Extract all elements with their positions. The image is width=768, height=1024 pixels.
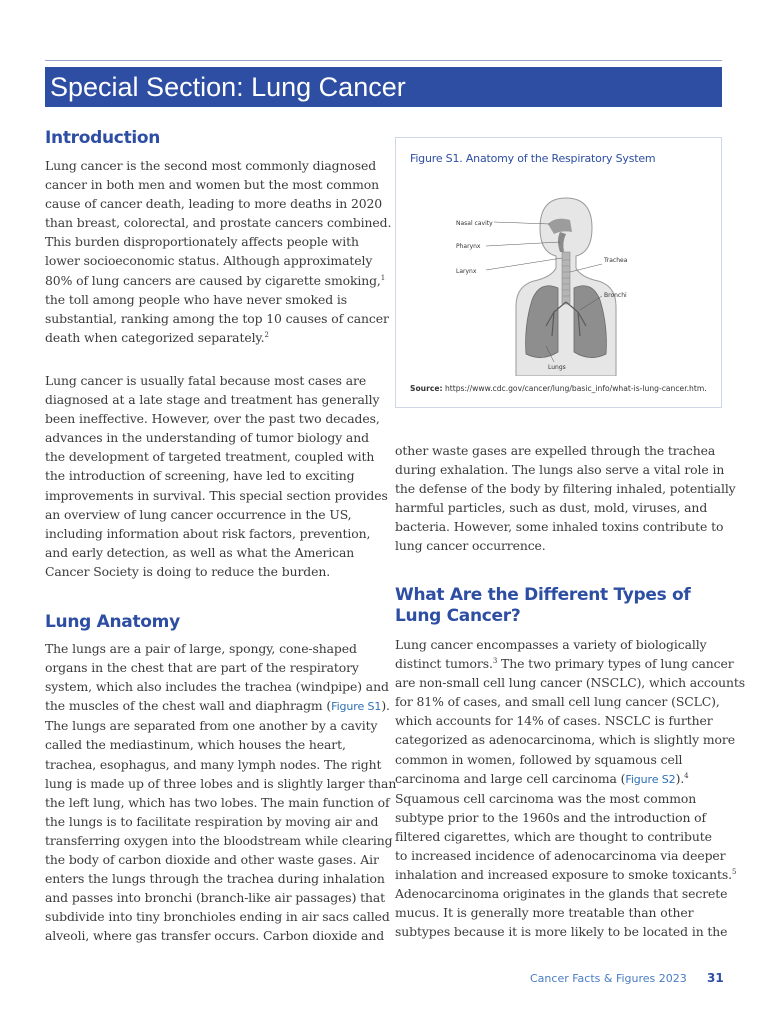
text-line: subtypes because it is more likely to be located in the [395, 924, 728, 940]
text-line: including information about risk factors, prevention, [45, 525, 371, 541]
text-segment: death when categorized separately. [45, 329, 265, 345]
text-line: been ineffective. However, over the past two decades, [45, 411, 380, 427]
text-line: the development of targeted treatment, coupled with [45, 449, 375, 465]
text-line: the toll among people who have never smoked is [45, 291, 348, 307]
intro-paragraph-2 [45, 371, 388, 581]
text-line: cancer in both men and women but the most common [45, 177, 380, 193]
text-line: Lung cancer is usually fatal because most cases are [45, 373, 367, 388]
text-line: and passes into bronchi (branch-like air passages) that [45, 890, 386, 906]
text-line: than breast, colorectal, and prostate cancers combined. [45, 215, 392, 231]
text-segment: The two primary types of lung cancer [497, 656, 734, 672]
text-segment: inhalation and increased exposure to smoke toxicants. [395, 867, 732, 883]
figure-s2-link[interactable]: Figure S2 [625, 772, 676, 786]
text-line: harmful particles, such as dust, mold, viruses, and [395, 500, 708, 516]
page-number: 31 [707, 971, 724, 985]
figure-s1-link[interactable]: Figure S1 [331, 700, 382, 714]
text-segment: the muscles of the chest wall and diaphragm ( [45, 698, 332, 714]
text-line [395, 769, 745, 789]
footnote-ref[interactable]: 4 [684, 771, 689, 780]
text-line: which accounts for 14% of cases. NSCLC is further [395, 713, 713, 729]
text-line: are non-small cell lung cancer (NSCLC), which accounts [395, 675, 746, 691]
figure-source [410, 384, 707, 393]
footnote-ref[interactable]: 2 [264, 330, 269, 339]
label-larynx: Larynx [456, 268, 477, 275]
text-line: Lung cancer encompasses a variety of biologically [395, 637, 707, 652]
text-line: trachea, esophagus, and many lymph nodes. The right [45, 756, 382, 772]
text-line: the introduction of screening, have led to exciting [45, 468, 355, 484]
figure-title: Figure S1. Anatomy of the Respiratory System [410, 152, 656, 165]
text-line: Squamous cell carcinoma was the most common [395, 790, 697, 806]
label-nasal-cavity: Nasal cavity [456, 220, 493, 227]
heading-line: What Are the Different Types of [395, 585, 691, 605]
footnote-ref[interactable]: 1 [380, 273, 386, 282]
text-line: the body of carbon dioxide and other waste gases. Air [45, 852, 379, 868]
text-segment: ). [675, 770, 685, 786]
text-line: This burden disproportionately affects people with [45, 234, 359, 250]
footnote-ref[interactable]: 5 [731, 868, 737, 876]
text-line: to increased incidence of adenocarcinoma via deeper [395, 848, 726, 864]
text-line: transferring oxygen into the bloodstream while clearing [45, 832, 393, 848]
text-line: lung is made up of three lobes and is slightly larger than [45, 775, 397, 791]
text-line: common in women, followed by squamous cell [395, 751, 683, 767]
text-line: called the mediastinum, which houses the heart, [45, 737, 346, 753]
label-lungs: Lungs [548, 364, 566, 371]
text-segment: distinct tumors. [395, 656, 493, 672]
text-line: during exhalation. The lungs also serve a vital role in [395, 462, 725, 478]
text-segment: ). [381, 698, 390, 714]
lung-anatomy-continued [395, 441, 736, 556]
top-rule [45, 60, 722, 61]
label-trachea: Trachea [604, 257, 628, 264]
source-label: Source: [410, 384, 443, 393]
types-paragraph [395, 635, 745, 942]
text-line: categorized as adenocarcinoma, which is slightly more [395, 732, 735, 748]
label-pharynx: Pharynx [456, 243, 481, 250]
text-line: Adenocarcinoma originates in the glands that secrete [395, 886, 728, 902]
heading-line: Lung Cancer? [395, 606, 521, 626]
text-line: other waste gases are expelled through the trachea [395, 443, 716, 458]
text-line: advances in the understanding of tumor biology and [45, 430, 369, 446]
section-title: Special Section: Lung Cancer [50, 72, 406, 102]
text-line [395, 654, 745, 673]
types-heading [395, 585, 691, 627]
footnote-ref[interactable]: 3 [492, 656, 498, 665]
text-line: an overview of lung cancer occurrence in the US, [45, 506, 352, 522]
source-url[interactable]: https://www.cdc.gov/cancer/lung/basic_info/what-is-lung-cancer.htm. [444, 384, 707, 393]
text-segment: carcinoma and large cell carcinoma ( [395, 770, 626, 786]
lung-anatomy-heading: Lung Anatomy [45, 612, 180, 632]
text-line: subtype prior to the 1960s and the introduction of [395, 809, 707, 825]
text-line: cause of cancer death, leading to more deaths in 2020 [45, 196, 383, 212]
intro-paragraph-1 [45, 156, 391, 347]
text-line: bacteria. However, some inhaled toxins contribute to [395, 519, 724, 535]
text-line: Cancer Society is doing to reduce the burden. [45, 563, 331, 579]
text-line: subdivide into tiny bronchioles ending in air sacs called [45, 909, 390, 925]
figure-s1 [395, 137, 722, 408]
text-line: the left lung, which has two lobes. The main function of [45, 794, 390, 810]
text-line: lower socioeconomic status. Although approximately [45, 253, 373, 269]
text-line: improvements in survival. This special section provides [45, 487, 388, 503]
text-line: lung cancer occurrence. [395, 538, 546, 554]
label-bronchi: Bronchi [604, 292, 627, 299]
text-line: the defense of the body by filtering inhaled, potentially [395, 481, 736, 497]
lung-anatomy-paragraph [45, 639, 396, 946]
text-line: The lungs are separated from one another by a cavity [45, 718, 378, 734]
text-segment: 80% of lung cancers are caused by cigarette smoking, [45, 272, 381, 288]
introduction-heading: Introduction [45, 128, 161, 148]
text-line: the lungs is to facilitate respiration by moving air and [45, 813, 379, 829]
text-line: alveoli, where gas transfer occurs. Carbon dioxide and [45, 928, 385, 944]
text-line [45, 696, 396, 716]
respiratory-system-illustration [456, 176, 666, 376]
text-line: enters the lungs through the trachea during inhalation [45, 871, 385, 887]
text-line [45, 328, 391, 347]
text-line: system, which also includes the trachea (windpipe) and [45, 679, 389, 695]
text-line: filtered cigarettes, which are thought to contribute [395, 828, 712, 844]
text-line: for 81% of cases, and small cell lung cancer (SCLC), [395, 694, 720, 710]
text-line: The lungs are a pair of large, spongy, cone-shaped [45, 641, 357, 656]
text-line: organs in the chest that are part of the respiratory [45, 660, 359, 676]
text-line: diagnosed at a late stage and treatment has generally [45, 392, 380, 408]
text-line [395, 865, 745, 884]
text-line [45, 271, 391, 290]
text-line: substantial, ranking among the top 10 causes of cancer [45, 310, 389, 326]
text-line: mucus. It is generally more treatable than other [395, 905, 694, 921]
text-line: Lung cancer is the second most commonly diagnosed [45, 158, 377, 173]
text-line: and early detection, as well as what the American [45, 544, 355, 560]
footer-publication-title: Cancer Facts & Figures 2023 [530, 972, 687, 985]
